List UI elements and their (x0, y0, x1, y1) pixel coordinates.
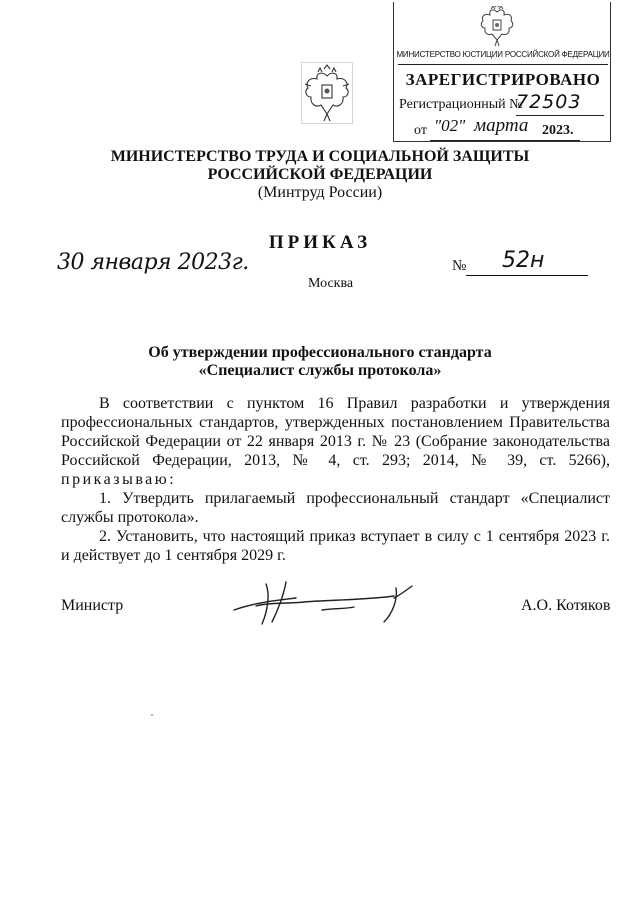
ministry-name-line2: РОССИЙСКОЙ ФЕДЕРАЦИИ (207, 166, 433, 183)
stamp-divider (398, 64, 608, 65)
stamp-reg-number-value: 72503 (516, 91, 582, 113)
stamp-reg-number-label: Регистрационный № (399, 97, 523, 112)
scan-speck (151, 714, 153, 716)
stamp-date-year: 2023. (542, 123, 574, 138)
signature-icon (226, 580, 421, 630)
stamp-date-underline (430, 140, 580, 141)
stamp-date-prefix: от (414, 123, 427, 138)
preamble-colon: : (169, 471, 174, 488)
coat-of-arms-icon (477, 6, 517, 48)
signatory-title: Министр (61, 597, 124, 614)
stamp-ministry-name: МИНИСТЕРСТВО ЮСТИЦИИ РОССИЙСКОЙ ФЕДЕРАЦИИ (396, 50, 610, 59)
order-subject-line2: «Специалист службы протокола» (198, 362, 442, 379)
stamp-date-month: марта (474, 115, 529, 136)
order-title: ПРИКАЗ (268, 232, 372, 253)
stamp-registered-label: ЗАРЕГИСТРИРОВАНО (405, 70, 601, 89)
order-number-value: 52н (502, 248, 545, 273)
coat-of-arms-icon (301, 62, 353, 124)
preamble-text: В соответствии с пунктом 16 Правил разработки и утверждения профессиональных стандартов, утвержденных постановлением Правительства Российской Федерации от 22 января 2013 г. № 23 (Собрание законодательства Российской Федерации, 2013, № 4, ст. 293; 2014, № 39, ст. 5266), (61, 395, 610, 469)
stamp-reg-number-underline (516, 115, 604, 116)
order-body (61, 394, 610, 565)
order-subject-line1: Об утверждении профессионального стандарта (148, 344, 492, 361)
ministry-name-line1: МИНИСТЕРСТВО ТРУДА И СОЦИАЛЬНОЙ ЗАЩИТЫ (110, 148, 530, 165)
stamp-date-day: "02" (434, 116, 466, 135)
body-paragraph-item-2: 2. Установить, что настоящий приказ вступает в силу с 1 сентября 2023 г. и действует до 1 сентября 2029 г. (61, 528, 610, 564)
order-date-handwritten: 30 января 2023г. (57, 250, 249, 275)
order-number-label: № (452, 258, 467, 274)
signatory-name: А.О. Котяков (521, 597, 611, 614)
order-city: Москва (308, 276, 354, 291)
body-paragraph-preamble (61, 394, 610, 489)
body-paragraph-item-1: 1. Утвердить прилагаемый профессиональный стандарт «Специалист службы протокола». (61, 490, 610, 526)
registration-stamp (393, 2, 611, 142)
order-number-underline (466, 275, 588, 276)
ministry-short-name: (Минтруд России) (257, 184, 383, 201)
order-directive: приказываю (61, 471, 170, 488)
